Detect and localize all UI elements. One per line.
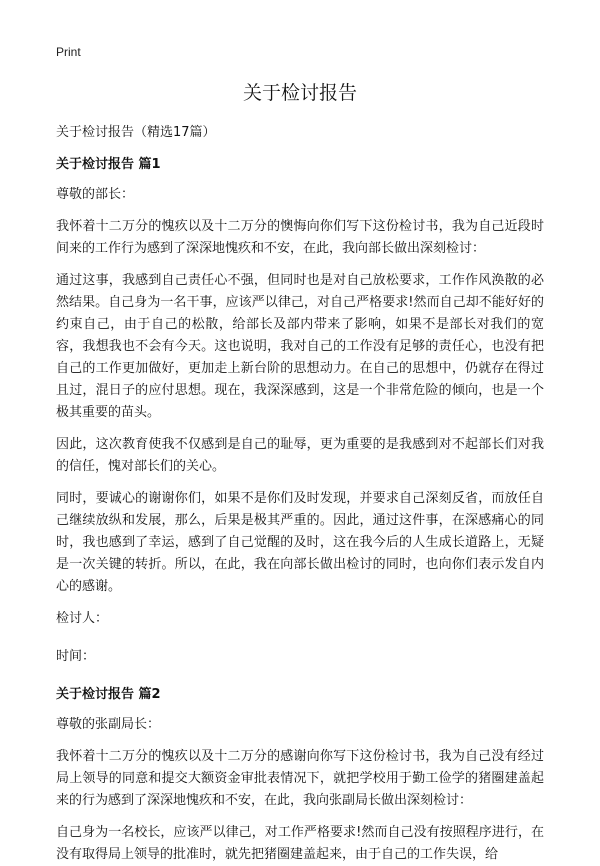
section-heading: 关于检讨报告 篇2: [56, 687, 161, 702]
salutation: 尊敬的张副局长：: [56, 717, 161, 732]
print-label: Print: [56, 45, 81, 59]
document-subtitle: 关于检讨报告（精选17篇）: [56, 125, 216, 140]
paragraph: 我怀着十二万分的愧疚以及十二万分的懊悔向你们写下这份检讨书，我为自己近段时间来的工作行为感到了深深地愧疚和不安，在此，我向部长做出深刻检讨：: [56, 219, 544, 256]
paragraph: 通过这事，我感到自己责任心不强，但同时也是对自己放松要求，工作作风涣散的必然结果。自己身为一名干事，应该严以律己，对自己严格要求!然而自己却不能好好的约束自己，由于自己的松散，给部长及部内带来了影响，如果不是部长对我们的宽容，我想我也不会有今天。这也说明，我对自己的工作没有足够的责任心，也没有把自己的工作更加做好，更加走上新台阶的思想动力。在自己的思想中，仍就存在得过且过，混日子的应付思想。现在，我深深感到，这是一个非常危险的倾向，也是一个极其重要的苗头。: [56, 273, 544, 420]
salutation: 尊敬的部长：: [56, 187, 135, 202]
paragraph: 我怀着十二万分的愧疚以及十二万分的感谢向你写下这份检讨书，我为自己没有经过局上领导的同意和提交大额资金审批表情况下，就把学校用于勤工俭学的猪圈建盖起来的行为感到了深深地愧疚和不安，在此，我向张副局长做出深刻检讨：: [56, 749, 544, 808]
paragraph: 同时，要诚心的谢谢你们，如果不是你们及时发现，并要求自己深刻反省，而放任自己继续放纵和发展，那么，后果是极其严重的。因此，通过这件事，在深感痛心的同时，我也感到了幸运，感到了自己觉醒的及时，这在我今后的人生成长道路上，无疑是一次关键的转折。所以，在此，我在向部长做出检讨的同时，也向你们表示发自内心的感谢。: [56, 491, 544, 594]
section-heading: 关于检讨报告 篇1: [56, 157, 161, 172]
section-2: [56, 684, 544, 866]
time-label: 时间：: [56, 649, 96, 664]
paragraph: 自己身为一名校长，应该严以律己，对工作严格要求!然而自己没有按照程序进行，在没有取得局上领导的批准时，就先把猪圈建盖起来，由于自己的工作失误，给: [56, 825, 544, 862]
section-1: [56, 154, 544, 668]
document-title: 关于检讨报告: [242, 82, 357, 104]
reviewer-label: 检讨人：: [56, 611, 109, 626]
paragraph: 因此，这次教育使我不仅感到是自己的耻辱，更为重要的是我感到对不起部长们对我的信任，愧对部长们的关心。: [56, 437, 544, 474]
